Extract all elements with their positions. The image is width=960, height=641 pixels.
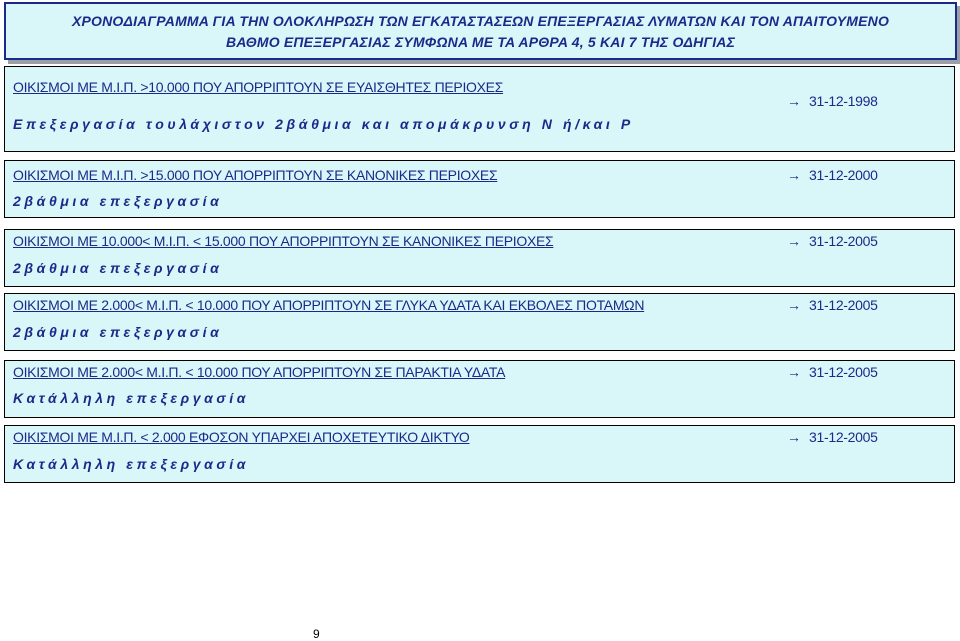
- deadline-date: 31-12-2000: [809, 167, 878, 183]
- row-treatment: 2βάθμια επεξεργασία: [13, 324, 223, 340]
- deadline-date: 31-12-2005: [809, 364, 878, 380]
- row-title: ΟΙΚΙΣΜΟΙ ΜΕ 10.000< Μ.Ι.Π. < 15.000 ΠΟΥ ΑΠΟΡΡΙΠΤΟΥΝ ΣΕ ΚΑΝΟΝΙΚΕΣ ΠΕΡΙΟΧΕΣ: [13, 233, 554, 249]
- deadline-date: 31-12-2005: [809, 429, 878, 445]
- row-deadline: [787, 93, 878, 109]
- row-title: ΟΙΚΙΣΜΟΙ ΜΕ Μ.Ι.Π. >10.000 ΠΟΥ ΑΠΟΡΡΙΠΤΟΥΝ ΣΕ ΕΥΑΙΣΘΗΤΕΣ ΠΕΡΙΟΧΕΣ: [13, 79, 504, 95]
- row-title: ΟΙΚΙΣΜΟΙ ΜΕ 2.000< Μ.Ι.Π. < 10.000 ΠΟΥ ΑΠΟΡΡΙΠΤΟΥΝ ΣΕ ΠΑΡΑΚΤΙΑ ΥΔΑΤΑ: [13, 364, 506, 380]
- schedule-row: [4, 360, 955, 418]
- row-treatment: Κατάλληλη επεξεργασία: [13, 456, 250, 472]
- deadline-date: 31-12-2005: [809, 297, 878, 313]
- row-treatment: Επεξεργασία τουλάχιστον 2βάθμια και απομάκρυνση Ν ή/και Ρ: [13, 116, 634, 132]
- schedule-row: [4, 229, 955, 287]
- deadline-date: 31-12-1998: [809, 93, 878, 109]
- row-title: ΟΙΚΙΣΜΟΙ ΜΕ Μ.Ι.Π. < 2.000 ΕΦΟΣΟΝ ΥΠΑΡΧΕΙ ΑΠΟΧΕΤΕΥΤΙΚΟ ΔΙΚΤΥΟ: [13, 429, 470, 445]
- arrow-right-icon: →: [787, 429, 801, 445]
- row-deadline: [787, 233, 878, 249]
- header-title-line-2: ΒΑΘΜΟ ΕΠΕΞΕΡΓΑΣΙΑΣ ΣΥΜΦΩΝΑ ΜΕ ΤΑ ΑΡΘΡΑ 4, 5 ΚΑΙ 7 ΤΗΣ ΟΔΗΓΙΑΣ: [225, 34, 736, 50]
- row-treatment: 2βάθμια επεξεργασία: [13, 260, 223, 276]
- arrow-right-icon: →: [787, 297, 801, 313]
- schedule-row: [4, 160, 955, 218]
- row-deadline: [787, 429, 878, 445]
- row-deadline: [787, 167, 878, 183]
- arrow-right-icon: →: [787, 233, 801, 249]
- arrow-right-icon: →: [787, 93, 801, 109]
- deadline-date: 31-12-2005: [809, 233, 878, 249]
- document-header: [4, 2, 957, 60]
- row-title: ΟΙΚΙΣΜΟΙ ΜΕ Μ.Ι.Π. >15.000 ΠΟΥ ΑΠΟΡΡΙΠΤΟΥΝ ΣΕ ΚΑΝΟΝΙΚΕΣ ΠΕΡΙΟΧΕΣ: [13, 167, 498, 183]
- schedule-row: [4, 293, 955, 351]
- row-treatment: 2βάθμια επεξεργασία: [13, 193, 223, 209]
- row-treatment: Κατάλληλη επεξεργασία: [13, 390, 250, 406]
- schedule-row: [4, 425, 955, 483]
- header-title-line-1: ΧΡΟΝΟΔΙΑΓΡΑΜΜΑ ΓΙΑ ΤΗΝ ΟΛΟΚΛΗΡΩΣΗ ΤΩΝ ΕΓΚΑΤΑΣΤΑΣΕΩΝ ΕΠΕΞΕΡΓΑΣΙΑΣ ΛΥΜΑΤΩΝ ΚΑΙ ΤΟΝ ΑΠΑΙΤΟΥΜΕΝΟ: [71, 13, 890, 29]
- row-title: ΟΙΚΙΣΜΟΙ ΜΕ 2.000< Μ.Ι.Π. < 10.000 ΠΟΥ ΑΠΟΡΡΙΠΤΟΥΝ ΣΕ ΓΛΥΚΑ ΥΔΑΤΑ ΚΑΙ ΕΚΒΟΛΕΣ ΠΟΤΑΜΩΝ: [13, 297, 645, 313]
- row-deadline: [787, 364, 878, 380]
- row-deadline: [787, 297, 878, 313]
- schedule-row: [4, 66, 955, 152]
- arrow-right-icon: →: [787, 167, 801, 183]
- page-number: 9: [313, 627, 320, 641]
- arrow-right-icon: →: [787, 364, 801, 380]
